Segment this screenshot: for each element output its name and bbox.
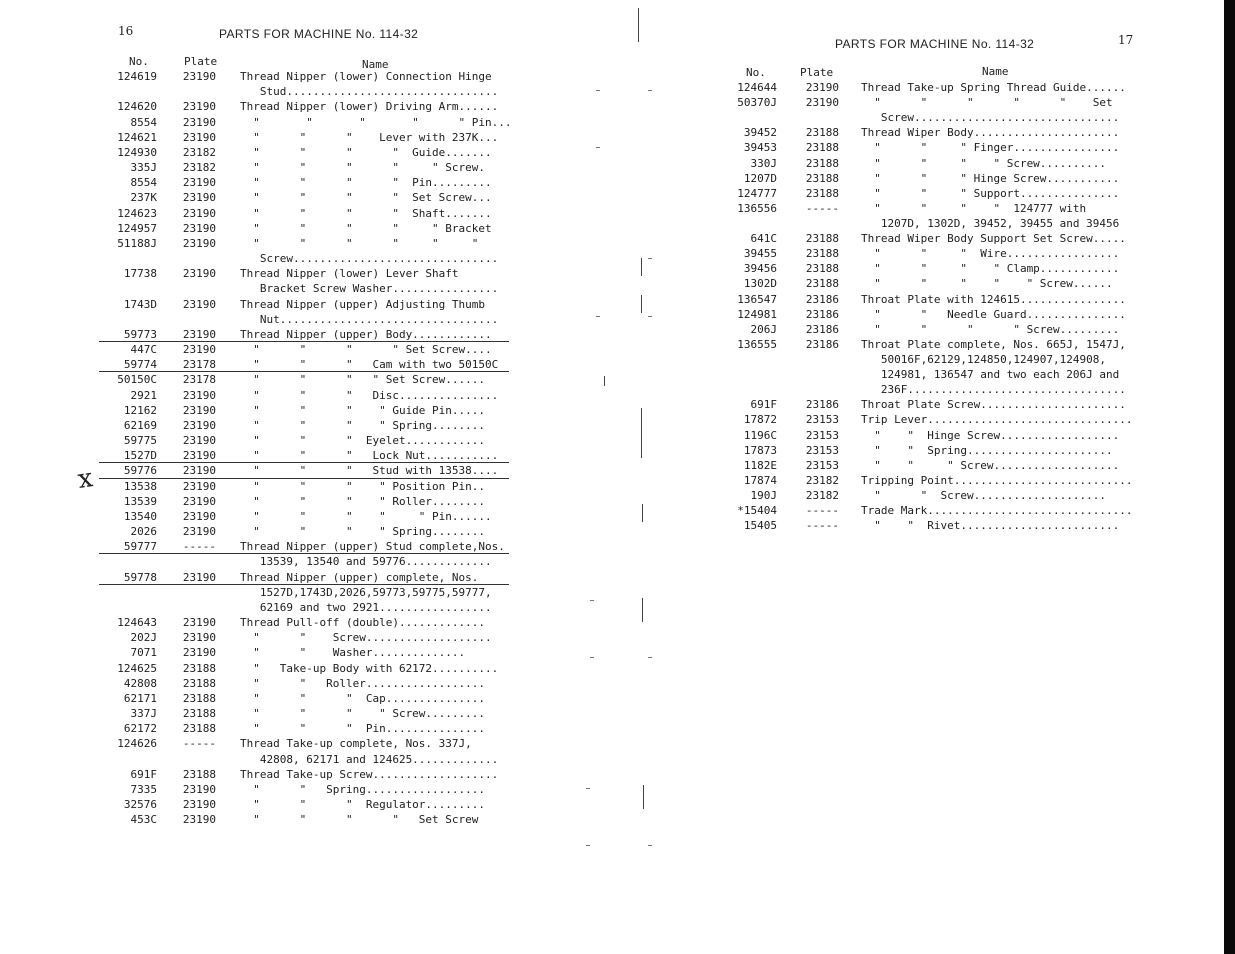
part-name-continuation: Screw...............................: [861, 111, 1120, 125]
plate-number: 23188: [805, 277, 839, 291]
plate-number: 23188: [182, 691, 216, 705]
part-name: " " " Lever with 237K...: [240, 130, 499, 144]
part-name: " " " " Shaft.......: [240, 206, 492, 220]
scan-speck: [586, 845, 590, 846]
part-number: 202J: [130, 631, 157, 645]
column-header-no: No.: [129, 55, 149, 68]
plate-number: 23188: [182, 676, 216, 690]
plate-number: 23190: [182, 798, 216, 812]
part-name: " " " " " Bracket: [240, 221, 492, 235]
part-number: 59775: [123, 434, 157, 448]
plate-number: 23188: [805, 156, 839, 170]
gutter-shadow-line: [643, 785, 644, 809]
part-name: " " " " Clamp............: [861, 262, 1120, 276]
page-title: PARTS FOR MACHINE No. 114-32: [219, 27, 419, 41]
part-number: 124619: [117, 70, 157, 83]
plate-number: 23190: [182, 388, 216, 402]
part-number: 8554: [130, 115, 157, 129]
plate-number: 23153: [805, 428, 839, 442]
plate-number: 23190: [182, 464, 216, 478]
gutter-shadow-line: [638, 8, 639, 42]
plate-number: 23190: [182, 616, 216, 630]
part-name: Thread Nipper (lower) Lever Shaft: [240, 267, 459, 281]
part-name-continuation: 1207D, 1302D, 39452, 39455 and 39456: [861, 216, 1120, 230]
part-name: " " " " " Screw.: [240, 161, 486, 175]
plate-number: 23190: [182, 343, 216, 357]
part-name: Thread Nipper (upper) complete, Nos.: [240, 570, 479, 584]
plate-number: 23190: [805, 96, 839, 110]
part-number: 124981: [737, 307, 777, 321]
gutter-shadow-line: [642, 598, 643, 622]
part-number: 17874: [743, 473, 777, 487]
part-number: 1743D: [123, 297, 157, 311]
plate-number: 23190: [182, 813, 216, 827]
part-name: " " Screw....................: [861, 488, 1107, 502]
part-number: *15404: [737, 504, 777, 518]
part-name: " " " " Set Screw......: [240, 373, 486, 387]
plate-number: 23188: [182, 707, 216, 721]
column-header-plate: Plate: [800, 66, 834, 79]
plate-number: 23190: [805, 81, 839, 94]
part-number: 124643: [117, 616, 157, 630]
part-number: 124623: [117, 206, 157, 220]
plate-number: 23190: [182, 115, 216, 129]
part-number: 124644: [737, 81, 777, 94]
part-number: 124777: [737, 186, 777, 200]
part-name: " " Needle Guard...............: [861, 307, 1126, 321]
plate-number: 23190: [182, 479, 216, 493]
part-number: 330J: [750, 156, 777, 170]
part-number: 50150C: [117, 373, 157, 387]
plate-number: 23182: [805, 488, 839, 502]
part-number: 15405: [743, 519, 777, 533]
part-number: 13540: [123, 509, 157, 523]
plate-number: 23186: [805, 322, 839, 336]
part-name: Thread Take-up Screw...................: [240, 767, 499, 781]
plate-number: 23188: [805, 247, 839, 261]
scan-speck: [590, 600, 594, 601]
part-name: " " " " " Pin......: [240, 509, 492, 523]
part-name: " Take-up Body with 62172..........: [240, 661, 499, 675]
plate-number: 23190: [182, 236, 216, 250]
part-number: 124620: [117, 100, 157, 114]
part-name: Throat Plate with 124615................: [861, 292, 1126, 306]
part-name-continuation: 236F.................................: [861, 383, 1126, 397]
part-number: 7071: [130, 646, 157, 660]
scan-speck: [596, 316, 600, 317]
part-name: " " " Eyelet............: [240, 434, 486, 448]
part-name: " " " " Spring........: [240, 525, 486, 539]
part-number: 1527D: [123, 449, 157, 463]
part-number: 337J: [130, 707, 157, 721]
part-number: 124625: [117, 661, 157, 675]
part-name-continuation: Screw...............................: [240, 252, 499, 266]
part-number: 62172: [123, 722, 157, 736]
part-name-continuation: Stud................................: [240, 85, 499, 99]
plate-number: 23190: [182, 267, 216, 281]
plate-number: 23190: [182, 297, 216, 311]
plate-number: 23190: [182, 70, 216, 83]
part-name: " " " " Spring........: [240, 418, 486, 432]
handwritten-x-mark: x: [75, 463, 95, 495]
plate-number: 23190: [182, 646, 216, 660]
scan-speck: [590, 657, 594, 658]
part-name: " " " " " ": [240, 236, 479, 250]
plate-number: 23190: [182, 100, 216, 114]
plate-number: 23190: [182, 418, 216, 432]
part-number: 62169: [123, 418, 157, 432]
part-number: 124930: [117, 145, 157, 159]
scan-speck: [648, 258, 652, 259]
part-number: 50370J: [737, 96, 777, 110]
part-number: 59776: [123, 464, 157, 478]
plate-number: 23186: [805, 398, 839, 412]
part-name: Thread Nipper (upper) Body............: [240, 327, 492, 341]
part-number: 39452: [743, 126, 777, 140]
part-name: Tripping Point...........................: [861, 473, 1133, 487]
gutter-shadow-line: [641, 258, 642, 276]
plate-number: 23190: [182, 570, 216, 584]
scan-speck: [586, 788, 590, 789]
part-name: " " " " Guide Pin.....: [240, 403, 486, 417]
part-number: 12162: [123, 403, 157, 417]
part-number: 1302D: [743, 277, 777, 291]
part-name: " " " Wire.................: [861, 247, 1120, 261]
part-number: 136555: [737, 337, 777, 351]
part-name: Thread Wiper Body Support Set Screw.....: [861, 232, 1126, 246]
plate-number: -----: [805, 519, 839, 533]
part-name: " " Screw...................: [240, 631, 492, 645]
part-number: 691F: [750, 398, 777, 412]
part-name: " " " " Set Screw...: [240, 191, 492, 205]
scan-speck: [648, 90, 652, 91]
part-number: 17873: [743, 443, 777, 457]
part-name: Trip Lever...............................: [861, 413, 1133, 427]
part-number: 641C: [750, 232, 777, 246]
part-name-continuation: 124981, 136547 and two each 206J and: [861, 368, 1120, 382]
scan-edge-border: [1224, 0, 1235, 954]
part-name-continuation: Nut.................................: [240, 312, 499, 326]
plate-number: 23188: [182, 722, 216, 736]
plate-number: 23188: [182, 661, 216, 675]
plate-number: 23186: [805, 292, 839, 306]
part-number: 13539: [123, 494, 157, 508]
plate-number: 23182: [805, 473, 839, 487]
plate-number: -----: [805, 201, 839, 215]
part-name: " " " Screw...................: [861, 458, 1120, 472]
part-name: " " Spring......................: [861, 443, 1113, 457]
right-page: [618, 0, 1235, 954]
part-name: " " " " Screw.........: [240, 707, 486, 721]
plate-number: 23153: [805, 443, 839, 457]
part-number: 59777: [123, 540, 157, 554]
plate-number: 23188: [805, 232, 839, 246]
part-number: 453C: [130, 813, 157, 827]
plate-number: 23153: [805, 458, 839, 472]
plate-number: -----: [182, 540, 216, 554]
plate-number: 23190: [182, 525, 216, 539]
part-number: 39453: [743, 141, 777, 155]
part-number: 691F: [130, 767, 157, 781]
plate-number: 23178: [182, 373, 216, 387]
part-number: 190J: [750, 488, 777, 502]
part-name: " " " Stud with 13538....: [240, 464, 499, 478]
part-name: Thread Take-up Spring Thread Guide......: [861, 81, 1126, 94]
plate-number: 23186: [805, 337, 839, 351]
part-name: Throat Plate Screw......................: [861, 398, 1126, 412]
part-name: " " Spring..................: [240, 782, 486, 796]
part-name: " " " Disc...............: [240, 388, 499, 402]
plate-number: 23188: [805, 141, 839, 155]
part-name: " " Washer..............: [240, 646, 466, 660]
part-name: " " " " 124777 with: [861, 201, 1087, 215]
plate-number: 23190: [182, 191, 216, 205]
part-name: " " " " Position Pin..: [240, 479, 486, 493]
gutter-shadow-line: [641, 408, 642, 458]
gutter-shadow-line: [604, 376, 605, 386]
column-header-name: Name: [362, 58, 389, 71]
plate-number: 23190: [182, 509, 216, 523]
part-name: " " " Finger................: [861, 141, 1120, 155]
part-name-continuation: 62169 and two 2921.................: [240, 600, 492, 614]
plate-number: 23153: [805, 413, 839, 427]
plate-number: 23182: [182, 161, 216, 175]
plate-number: 23190: [182, 449, 216, 463]
plate-number: 23190: [182, 631, 216, 645]
plate-number: 23178: [182, 358, 216, 372]
plate-number: -----: [805, 504, 839, 518]
part-number: 39456: [743, 262, 777, 276]
part-name: " " " " Screw.........: [861, 322, 1120, 336]
part-number: 237K: [130, 191, 157, 205]
part-number: 124957: [117, 221, 157, 235]
part-name: " " " " Screw..........: [861, 156, 1107, 170]
part-name: Trade Mark...............................: [861, 504, 1133, 518]
page-number: 16: [118, 24, 134, 38]
plate-number: 23188: [805, 126, 839, 140]
part-name: " " " " Set Screw....: [240, 343, 492, 357]
part-name: " " Hinge Screw..................: [861, 428, 1120, 442]
part-number: 2921: [130, 388, 157, 402]
part-number: 206J: [750, 322, 777, 336]
part-name: " " " Support...............: [861, 186, 1120, 200]
part-number: 59774: [123, 358, 157, 372]
plate-number: 23188: [182, 767, 216, 781]
part-number: 59778: [123, 570, 157, 584]
part-name: " " " Cam with two 50150C: [240, 358, 499, 372]
part-number: 62171: [123, 691, 157, 705]
gutter-shadow-line: [641, 295, 642, 313]
page-number: 17: [1118, 33, 1134, 47]
plate-number: 23186: [805, 307, 839, 321]
page-title: PARTS FOR MACHINE No. 114-32: [835, 37, 1035, 51]
part-number: 136556: [737, 201, 777, 215]
part-name: " " " " Set Screw: [240, 813, 479, 827]
plate-number: 23190: [182, 221, 216, 235]
part-name: Thread Nipper (upper) Adjusting Thumb: [240, 297, 486, 311]
plate-number: 23182: [182, 145, 216, 159]
part-number: 124621: [117, 130, 157, 144]
part-number: 124626: [117, 737, 157, 751]
plate-number: 23190: [182, 176, 216, 190]
plate-number: 23190: [182, 782, 216, 796]
plate-number: 23190: [182, 327, 216, 341]
part-number: 7335: [130, 782, 157, 796]
scan-speck: [648, 316, 652, 317]
part-name: " " Roller..................: [240, 676, 486, 690]
part-number: 51188J: [117, 236, 157, 250]
part-name: " " " Lock Nut...........: [240, 449, 499, 463]
part-name-continuation: 50016F,62129,124850,124907,124908,: [861, 352, 1107, 366]
part-name: " " " Hinge Screw...........: [861, 171, 1120, 185]
plate-number: 23188: [805, 186, 839, 200]
part-name: Thread Nipper (lower) Connection Hinge: [240, 70, 492, 83]
part-number: 335J: [130, 161, 157, 175]
part-name: " " " Pin...............: [240, 722, 486, 736]
part-number: 17872: [743, 413, 777, 427]
part-name: Thread Wiper Body......................: [861, 126, 1120, 140]
column-header-name: Name: [982, 65, 1009, 78]
part-name: " " " " Pin.........: [240, 176, 492, 190]
part-name: Thread Pull-off (double).............: [240, 616, 486, 630]
plate-number: 23190: [182, 494, 216, 508]
part-number: 8554: [130, 176, 157, 190]
part-name: Thread Take-up complete, Nos. 337J,: [240, 737, 472, 751]
part-name-continuation: Bracket Screw Washer................: [240, 282, 499, 296]
part-name-continuation: 42808, 62171 and 124625.............: [240, 752, 499, 766]
part-name: " " " Cap...............: [240, 691, 486, 705]
plate-number: 23190: [182, 206, 216, 220]
part-name: " " " " Roller........: [240, 494, 486, 508]
part-number: 13538: [123, 479, 157, 493]
scan-speck: [596, 147, 600, 148]
part-number: 136547: [737, 292, 777, 306]
part-number: 1207D: [743, 171, 777, 185]
part-number: 1196C: [743, 428, 777, 442]
part-name: " " " " " Pin...: [240, 115, 512, 129]
part-number: 32576: [123, 798, 157, 812]
gutter-shadow-line: [642, 504, 643, 522]
plate-number: 23190: [182, 130, 216, 144]
column-header-no: No.: [746, 66, 766, 79]
plate-number: 23190: [182, 434, 216, 448]
part-number: 39455: [743, 247, 777, 261]
pencil-strike-line: [99, 553, 509, 554]
scan-speck: [648, 845, 652, 846]
plate-number: 23188: [805, 171, 839, 185]
part-name: Thread Nipper (lower) Driving Arm......: [240, 100, 499, 114]
part-number: 42808: [123, 676, 157, 690]
scan-speck: [596, 90, 600, 91]
part-name-continuation: 13539, 13540 and 59776.............: [240, 555, 492, 569]
scan-speck: [648, 657, 652, 658]
part-name: " " " " " Screw......: [861, 277, 1113, 291]
part-name: Throat Plate complete, Nos. 665J, 1547J,: [861, 337, 1126, 351]
part-name: Thread Nipper (upper) Stud complete,Nos.: [240, 540, 505, 554]
part-name: " " " Regulator.........: [240, 798, 486, 812]
part-number: 17738: [123, 267, 157, 281]
part-name: " " Rivet........................: [861, 519, 1120, 533]
plate-number: -----: [182, 737, 216, 751]
pencil-strike-line: [99, 584, 509, 585]
column-header-plate: Plate: [184, 55, 218, 68]
part-number: 1182E: [743, 458, 777, 472]
plate-number: 23190: [182, 403, 216, 417]
part-name-continuation: 1527D,1743D,2026,59773,59775,59777,: [240, 585, 492, 599]
part-number: 447C: [130, 343, 157, 357]
part-number: 59773: [123, 327, 157, 341]
plate-number: 23188: [805, 262, 839, 276]
part-name: " " " " Guide.......: [240, 145, 492, 159]
part-name: " " " " " Set: [861, 96, 1113, 110]
part-number: 2026: [130, 525, 157, 539]
